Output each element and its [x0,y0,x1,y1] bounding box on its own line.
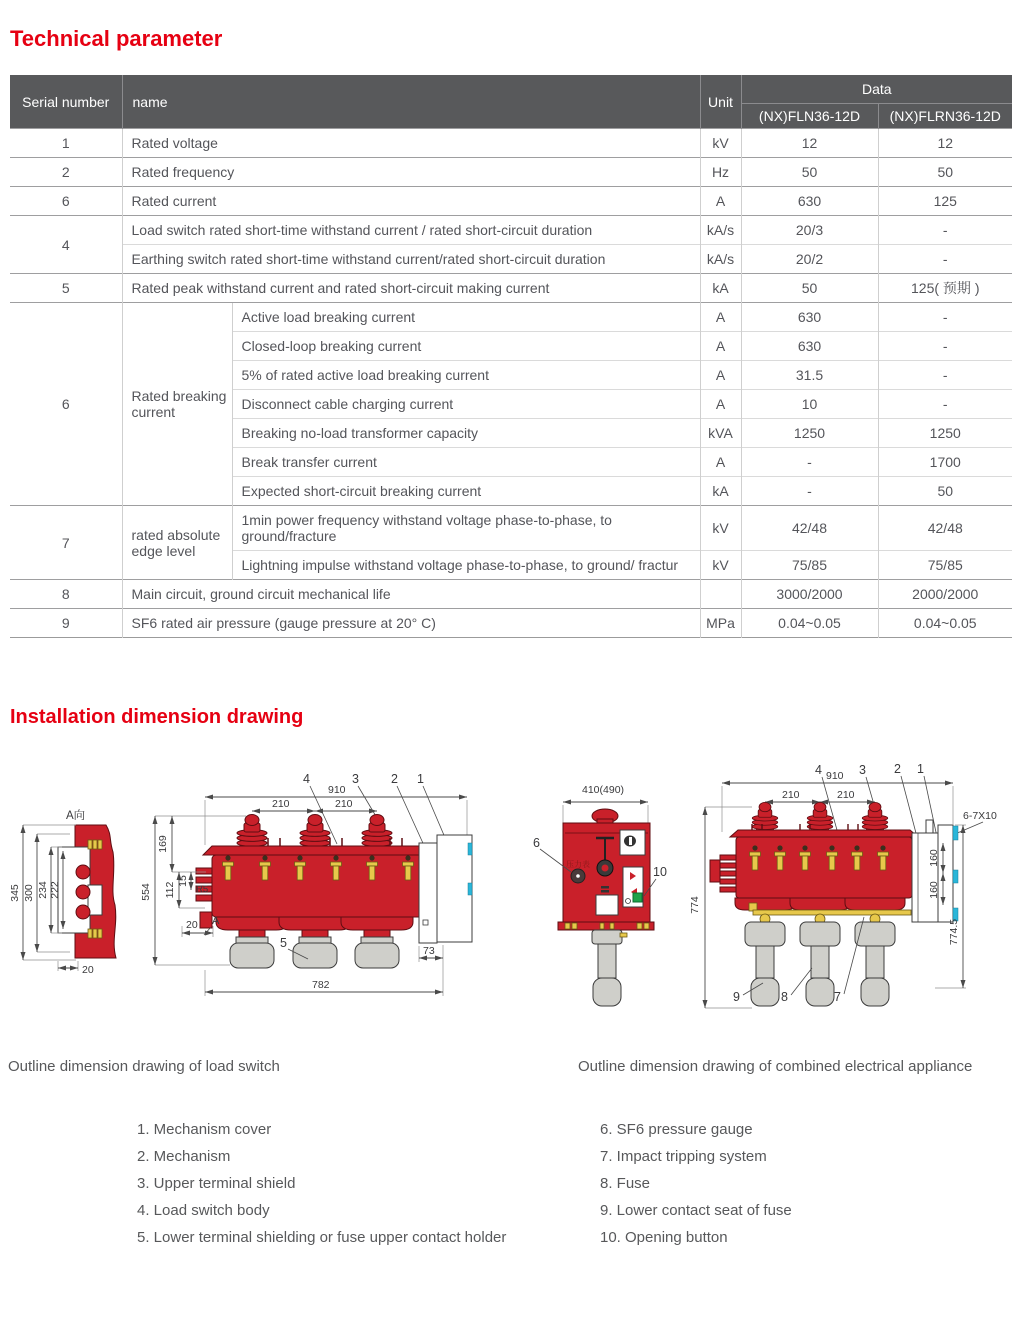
dim-20-b: 20 [186,919,198,931]
cell-data: 2000/2000 [878,580,1012,609]
header-name: name [122,75,700,129]
header-serial: Serial number [10,75,122,129]
header-data: Data [741,75,1012,104]
cell-data: - [878,245,1012,274]
cell-data: 1250 [878,419,1012,448]
legend-item: 9. Lower contact seat of fuse [600,1202,792,1219]
cell-data: 42/48 [878,506,1012,551]
cell-name: Rated frequency [122,158,700,187]
dim-345: 345 [9,884,21,902]
cell-data: - [878,390,1012,419]
cell-name: Main circuit, ground circuit mechanical life [122,580,700,609]
legend-item: 3. Upper terminal shield [137,1175,296,1192]
cell-data: 50 [878,477,1012,506]
cell-data: 0.04~0.05 [741,609,878,638]
cell-data: 630 [741,303,878,332]
cell-data: 20/2 [741,245,878,274]
dim-222: 222 [49,881,61,899]
callout-7: 7 [834,990,841,1004]
legend-item: 4. Load switch body [137,1202,270,1219]
cell-unit: kA/s [700,216,741,245]
cell-data: 0.04~0.05 [878,609,1012,638]
cell-data: - [878,216,1012,245]
cell-data: 1700 [878,448,1012,477]
cell-unit [700,580,741,609]
cell-data: 125( 预期 ) [878,274,1012,303]
label-holes: 6-7X10 [963,810,997,822]
parameters-table-wrap [10,75,1012,638]
cell-serial: 9 [10,609,122,638]
cell-unit: kV [700,129,741,158]
callout-1-b: 1 [417,772,424,786]
callout-10: 10 [653,865,667,879]
cell-unit: Hz [700,158,741,187]
section-title-technical-parameter: Technical parameter [10,26,223,51]
cell-data: 1250 [741,419,878,448]
dim-20-side: 20 [82,964,94,976]
dim-210b-b: 210 [335,798,353,810]
callout-5-b: 5 [280,936,287,950]
legend-item: 8. Fuse [600,1175,651,1192]
cell-data: 630 [741,332,878,361]
table-body [10,129,1012,638]
cell-unit: A [700,448,741,477]
callout-2-d: 2 [894,762,901,776]
dim-15: 15 [177,875,189,887]
cell-data: - [878,332,1012,361]
callout-2-b: 2 [391,772,398,786]
cell-data: 75/85 [878,551,1012,580]
cell-subname: Breaking no-load transformer capacity [232,419,700,448]
dim-782: 782 [312,979,330,991]
dim-112: 112 [164,881,176,899]
pressure-gauge-label: 压力表 [566,860,590,869]
dim-300: 300 [23,884,35,902]
cell-subname: Disconnect cable charging current [232,390,700,419]
legend-right [600,1116,792,1251]
dim-774-5: 774.5 [948,918,960,946]
cell-serial: 5 [10,274,122,303]
cell-subname: Closed-loop breaking current [232,332,700,361]
cell-subname: 1min power frequency withstand voltage phase-to-phase, to ground/fracture [232,506,700,551]
dim-160a: 160 [928,849,940,867]
callout-4-d: 4 [815,763,822,777]
cell-data: 630 [741,187,878,216]
header-model-1: (NX)FLN36-12D [741,104,878,129]
view-a-label: A向 [66,810,86,822]
cell-label: Rated breaking current [122,303,232,506]
mark-a: A [212,915,220,927]
cell-serial: 8 [10,580,122,609]
cell-unit: kA [700,477,741,506]
dim-210b-d: 210 [837,789,855,801]
cell-data: 20/3 [741,216,878,245]
dim-210a-d: 210 [782,789,800,801]
parameters-table [10,75,1012,638]
cell-serial: 6 [10,303,122,506]
legend-item: 7. Impact tripping system [600,1148,767,1165]
cell-data: 42/48 [741,506,878,551]
drawing-combined-front [689,762,997,1008]
cell-subname: Active load breaking current [232,303,700,332]
cell-name: Load switch rated short-time withstand current / rated short-circuit duration [122,216,700,245]
cell-data: 10 [741,390,878,419]
section-title-installation-drawing: Installation dimension drawing [10,706,304,728]
cell-serial: 1 [10,129,122,158]
legend-left [137,1116,506,1251]
cell-data: 31.5 [741,361,878,390]
dim-169: 169 [157,835,169,853]
cell-name: Rated peak withstand current and rated short-circuit making current [122,274,700,303]
cell-data: 125 [878,187,1012,216]
caption-combined-appliance: Outline dimension drawing of combined electrical appliance [578,1058,973,1075]
legend-item: 10. Opening button [600,1229,728,1246]
drawing-load-switch-front [140,772,472,996]
dim-160b: 160 [928,881,940,899]
cell-serial: 4 [10,216,122,274]
callout-3-d: 3 [859,763,866,777]
cell-unit: MPa [700,609,741,638]
legend-item: 5. Lower terminal shielding or fuse upper contact holder [137,1229,507,1246]
cell-unit: A [700,187,741,216]
cell-unit: A [700,390,741,419]
cell-subname: Expected short-circuit breaking current [232,477,700,506]
cell-unit: kA/s [700,245,741,274]
cell-data: 12 [741,129,878,158]
drawing-combined-side [533,784,667,1006]
cell-serial: 7 [10,506,122,580]
callout-3-b: 3 [352,772,359,786]
caption-load-switch: Outline dimension drawing of load switch [8,1058,280,1075]
dim-910-b: 910 [328,784,346,796]
cell-subname: Break transfer current [232,448,700,477]
cell-unit: kA [700,274,741,303]
dim-554: 554 [140,883,152,901]
cell-data: 12 [878,129,1012,158]
legend-item: 2. Mechanism [137,1148,231,1165]
callout-6: 6 [533,836,540,850]
cell-data: 50 [741,158,878,187]
cell-unit: kVA [700,419,741,448]
installation-drawings [0,740,1021,1050]
dim-r5: R5 [196,884,209,895]
cell-label: rated absolute edge level [122,506,232,580]
cell-serial: 6 [10,187,122,216]
cell-subname: 5% of rated active load breaking current [232,361,700,390]
dim-210a-b: 210 [272,798,290,810]
cell-unit: kV [700,551,741,580]
dim-910-d: 910 [826,770,844,782]
cell-unit: A [700,303,741,332]
callout-8: 8 [781,990,788,1004]
dim-774: 774 [689,896,701,914]
table-header [10,75,1012,129]
cell-data: - [878,303,1012,332]
cell-name: Earthing switch rated short-time withstand current/rated short-circuit duration [122,245,700,274]
dim-234: 234 [37,881,49,899]
dim-73: 73 [423,945,435,957]
callout-9: 9 [733,990,740,1004]
dim-410-490: 410(490) [582,784,625,796]
header-unit: Unit [700,75,741,129]
cell-subname: Lightning impulse withstand voltage phase-to-phase, to ground/ fractur [232,551,700,580]
callout-1-d: 1 [917,762,924,776]
cell-data: 3000/2000 [741,580,878,609]
cell-data: - [878,361,1012,390]
header-model-2: (NX)FLRN36-12D [878,104,1012,129]
cell-unit: kV [700,506,741,551]
legend-item: 1. Mechanism cover [137,1121,272,1138]
cell-name: SF6 rated air pressure (gauge pressure at 20° C) [122,609,700,638]
legend-item: 6. SF6 pressure gauge [600,1121,753,1138]
cell-data: 50 [878,158,1012,187]
cell-unit: A [700,361,741,390]
cell-name: Rated current [122,187,700,216]
cell-serial: 2 [10,158,122,187]
drawing-side-view [9,808,116,976]
cell-data: 75/85 [741,551,878,580]
cell-data: - [741,448,878,477]
cell-data: 50 [741,274,878,303]
cell-data: - [741,477,878,506]
cell-name: Rated voltage [122,129,700,158]
cell-unit: A [700,332,741,361]
callout-4-b: 4 [303,772,310,786]
